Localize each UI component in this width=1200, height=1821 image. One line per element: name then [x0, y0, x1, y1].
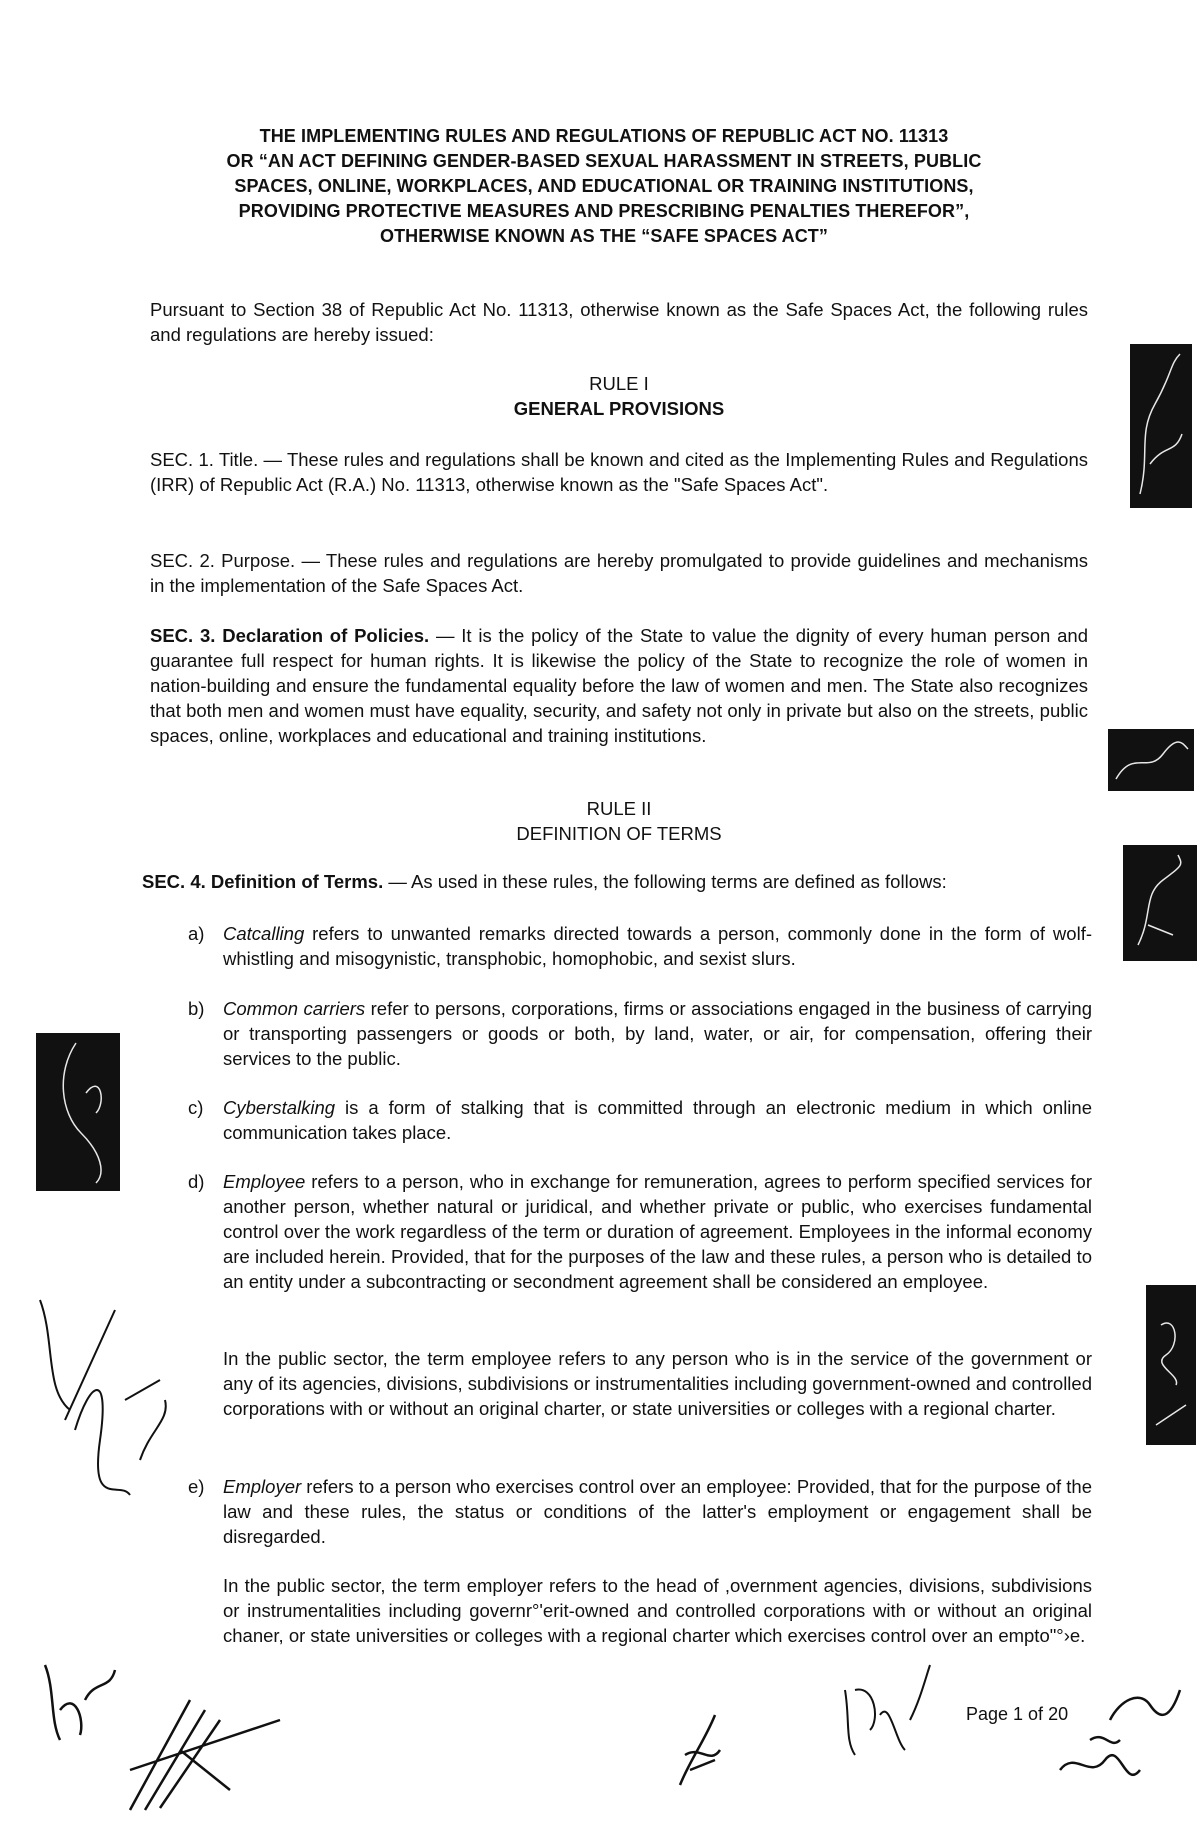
intro-paragraph: Pursuant to Section 38 of Republic Act No. 11313, otherwise known as the Safe Spaces Act, the following rules and regulations are hereby issued:	[150, 299, 1088, 345]
redacted-signature-box	[1108, 729, 1194, 791]
definition-a-term: Catcalling	[223, 923, 305, 944]
definition-d-text: refers to a person, who in exchange for remuneration, agrees to perform specified services for another person, whether natural or juridical, and whether private or public, who exercises fundamental control over the work regardless of the term or duration of agreement. Employees in the informal economy are included herein. Provided, that for the purposes of the law and these rules, a person who is detailed to an entity under a subcontracting or secondment agreement shall be considered an employee.	[223, 1171, 1092, 1292]
handwritten-signature	[30, 1280, 180, 1510]
section-4-text: — As used in these rules, the following terms are defined as follows:	[383, 871, 947, 892]
handwritten-signature	[1050, 1680, 1190, 1800]
title-line-2: OR “AN ACT DEFINING GENDER-BASED SEXUAL HARASSMENT IN STREETS, PUBLIC	[226, 151, 982, 171]
title-line-4: PROVIDING PROTECTIVE MEASURES AND PRESCRIBING PENALTIES THEREFOR”,	[238, 201, 970, 221]
section-1: SEC. 1. Title. — These rules and regulations shall be known and cited as the Implementing Rules and Regulations (IRR) of Republic Act (R.A.) No. 11313, otherwise known as the "Safe Spaces Act".	[150, 449, 1088, 495]
definition-e-public-sector: In the public sector, the term employer refers to the head of ,overnment agencies, divisions, subdivisions or instrumentalities including governr°'erit-owned and controlled corporations with or without an original chaner, or state universities or colleges with a regional charter which exercises control over an empto"°›e.	[223, 1575, 1092, 1646]
handwritten-initials	[40, 1650, 120, 1750]
definition-d	[188, 1169, 1092, 1294]
definition-e-text: refers to a person who exercises control over an employee: Provided, that for the purpose of the law and these rules, the status or conditions of the latter's employment or engagement shall be disregarded.	[223, 1476, 1092, 1547]
definition-c-term: Cyberstalking	[223, 1097, 336, 1118]
definition-b-label: b)	[188, 998, 205, 1019]
section-4	[142, 869, 1092, 894]
definition-d-label: d)	[188, 1171, 205, 1192]
redacted-signature-box	[1146, 1285, 1196, 1445]
section-4-label: SEC. 4. Definition of Terms.	[142, 871, 384, 892]
definition-b	[188, 996, 1092, 1071]
handwritten-initials	[835, 1660, 935, 1770]
definition-a	[188, 921, 1092, 971]
definition-c-text: is a form of stalking that is committed through an electronic medium in which online communication takes place.	[223, 1097, 1092, 1143]
definition-a-label: a)	[188, 923, 205, 944]
definition-e	[188, 1474, 1092, 1549]
page-number: Page 1 of 20	[966, 1704, 1069, 1724]
definition-b-term: Common carriers	[223, 998, 366, 1019]
document-title	[148, 124, 1060, 249]
title-line-5: OTHERWISE KNOWN AS THE “SAFE SPACES ACT”	[379, 226, 829, 246]
redacted-signature-box	[1123, 845, 1197, 961]
redacted-signature-box	[36, 1033, 120, 1191]
definition-c	[188, 1095, 1092, 1145]
definition-d-term: Employee	[223, 1171, 306, 1192]
section-3-label: SEC. 3. Declaration of Policies.	[150, 625, 430, 646]
rule-1-title: GENERAL PROVISIONS	[513, 398, 725, 419]
definition-b-text: refer to persons, corporations, firms or associations engaged in the business of carrying or transporting passengers or goods or both, by land, water, or air, for compensation, offering their services to the public.	[223, 998, 1092, 1069]
rule-2-title: DEFINITION OF TERMS	[516, 823, 722, 844]
definition-e-label: e)	[188, 1476, 205, 1497]
section-2: SEC. 2. Purpose. — These rules and regulations are hereby promulgated to provide guidelines and mechanisms in the implementation of the Safe Spaces Act.	[150, 550, 1088, 596]
section-3	[150, 623, 1088, 748]
rule-2-heading: RULE II	[586, 798, 652, 819]
redacted-signature-box	[1130, 344, 1192, 508]
definition-a-text: refers to unwanted remarks directed towards a person, commonly done in the form of wolf-whistling and misogynistic, transphobic, homophobic, and sexist slurs.	[223, 923, 1092, 969]
handwritten-initials	[670, 1710, 730, 1790]
definition-c-label: c)	[188, 1097, 204, 1118]
handwritten-signature	[120, 1690, 290, 1820]
rule-1-heading: RULE I	[589, 373, 649, 394]
definition-d-public-sector: In the public sector, the term employee refers to any person who is in the service of the government or any of its agencies, divisions, subdivisions or instrumentalities including government-owned and controlled corporations with or without an original charter, or state universities or colleges with a regional charter.	[223, 1348, 1092, 1419]
section-3-text: — It is the policy of the State to value the dignity of every human person and guarantee full respect for human rights. It is likewise the policy of the State to recognize the role of women in nation-building and ensure the fundamental equality before the law of women and men. The State also recognizes that both men and women must have equality, security, and safety not only in private but also on the streets, public spaces, online, workplaces and educational and training institutions.	[150, 625, 1088, 746]
definition-e-term: Employer	[223, 1476, 302, 1497]
title-line-3: SPACES, ONLINE, WORKPLACES, AND EDUCATIONAL OR TRAINING INSTITUTIONS,	[234, 176, 974, 196]
title-line-1: THE IMPLEMENTING RULES AND REGULATIONS OF REPUBLIC ACT NO. 11313	[259, 126, 949, 146]
